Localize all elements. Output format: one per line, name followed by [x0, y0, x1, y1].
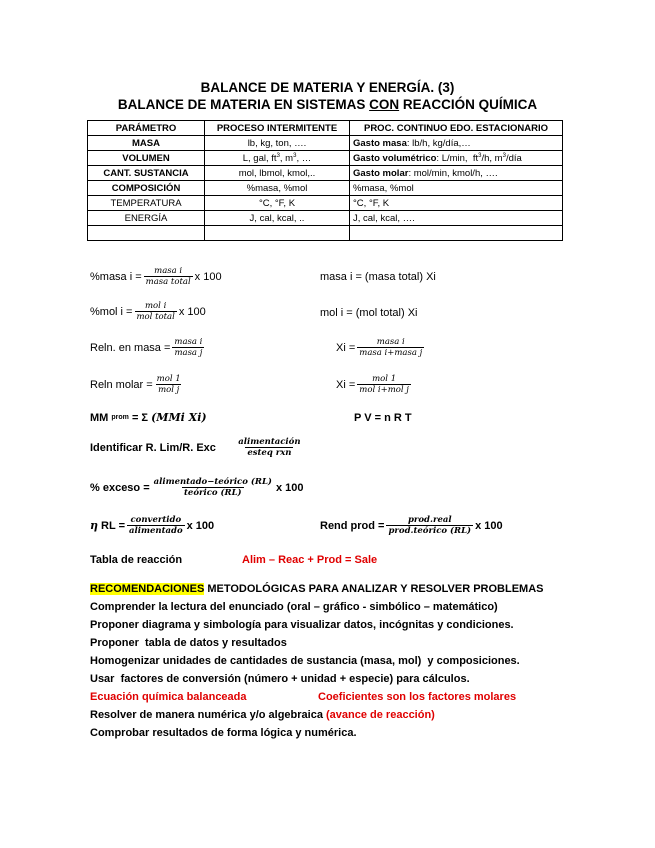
list-item: Proponer diagrama y simbología para visualizar datos, incógnitas y condiciones.: [90, 619, 514, 631]
batch-cell: %masa, %mol: [205, 181, 350, 196]
param-cell: CANT. SUSTANCIA: [88, 166, 205, 181]
formula-ideal-gas: P V = n R T: [354, 412, 412, 424]
formula-tail: x 100: [475, 519, 503, 532]
fraction: [357, 374, 411, 395]
resolve-text: Resolver de manera numérica y/o algebraica: [90, 709, 327, 721]
recommendations-highlight: RECOMENDACIONES: [90, 583, 205, 595]
fraction: [135, 301, 177, 322]
list-item: Comprender la lectura del enunciado (oral – gráfico - simbólico – matemático): [90, 601, 498, 613]
continuous-value: : lb/h, kg/día,…: [406, 137, 471, 149]
formula-percent-mass: [90, 266, 222, 287]
list-item: Comprobar resultados de forma lógica y numérica.: [90, 727, 357, 739]
formula-tail: x 100: [178, 305, 206, 318]
formula-mm-prom: [90, 411, 207, 424]
denominator: masa j: [174, 348, 203, 358]
batch-cell: mol, lbmol, kmol,..: [205, 166, 350, 181]
fraction: [357, 337, 424, 358]
denominator: mol j: [158, 385, 180, 395]
recommendations-title: [90, 583, 544, 595]
table-header: PROCESO INTERMITENTE: [205, 121, 350, 136]
table-row: [88, 196, 563, 211]
subtitle-underlined: CON: [369, 97, 400, 112]
continuous-cell: Gasto volumétrico: L/min, $ft^3/h$, $m^3$/día: [350, 151, 563, 166]
formula-mol-i: mol i = (mol total) Xi: [320, 307, 418, 319]
fraction: [172, 337, 204, 358]
formula-lhs: % exceso =: [90, 481, 150, 494]
formula-yield: [320, 515, 503, 536]
table-header: PROC. CONTINUO EDO. ESTACIONARIO: [350, 121, 563, 136]
formula-tail: x 100: [194, 270, 222, 283]
denominator: esteq rxn: [247, 448, 292, 458]
page-title: BALANCE DE MATERIA Y ENERGÍA. (3): [200, 80, 455, 95]
formula-xi-mol: [336, 374, 413, 395]
denominator: mol i+mol j: [359, 385, 409, 395]
table-row: [88, 181, 563, 196]
empty-cell: [205, 226, 350, 241]
numerator: masa i: [154, 266, 183, 276]
denominator: teórico (RL): [183, 488, 242, 498]
table-row: [88, 136, 563, 151]
numerator: masa i: [174, 337, 203, 347]
list-item: [90, 709, 435, 721]
formula-lhs: RL =: [98, 519, 126, 532]
recommendations-title-rest: METODOLÓGICAS PARA ANALIZAR Y RESOLVER PROBLEMAS: [204, 583, 544, 595]
empty-cell: [350, 226, 563, 241]
formula-percent-excess: [90, 477, 303, 498]
formula-lhs: Xi =: [336, 378, 356, 391]
batch-cell: L, gal, $ft^3$, $m^3$, …: [205, 151, 350, 166]
page-subtitle: [0, 97, 655, 112]
continuous-cell: J, cal, kcal, ….: [350, 211, 563, 226]
list-item-red-coefficients: Coeficientes son los factores molares: [318, 691, 517, 703]
fraction: [236, 437, 302, 458]
continuous-cell: [350, 166, 563, 181]
param-cell: MASA: [88, 136, 205, 151]
continuous-value: : mol/min, kmol/h, ….: [408, 167, 498, 179]
numerator: prod.real: [407, 515, 452, 525]
numerator: mol 1: [372, 374, 397, 384]
continuous-cell: [350, 136, 563, 151]
formula-mid: = Σ: [128, 411, 152, 424]
empty-cell: [88, 226, 205, 241]
fraction: [155, 374, 183, 395]
table-row-empty: [88, 226, 563, 241]
formula-percent-mol: [90, 301, 206, 322]
batch-cell: °C, °F, K: [205, 196, 350, 211]
formula-lhs: Rend prod =: [320, 519, 385, 532]
list-item: Homogenizar unidades de cantidades de sustancia (masa, mol) y composiciones.: [90, 655, 520, 667]
denominator: masa total: [145, 277, 191, 287]
table-header: PARÁMETRO: [88, 121, 205, 136]
continuous-cell: %masa, %mol: [350, 181, 563, 196]
batch-cell: J, cal, kcal, ..: [205, 211, 350, 226]
formula-lhs: %masa i =: [90, 270, 142, 283]
param-cell: COMPOSICIÓN: [88, 181, 205, 196]
numerator: alimentación: [238, 437, 301, 447]
numerator: mol 1: [156, 374, 181, 384]
denominator: alimentado: [129, 526, 183, 536]
fraction: [386, 515, 473, 536]
numerator: alimentado−teórico (RL): [153, 477, 272, 487]
list-item: Proponer tabla de datos y resultados: [90, 637, 287, 649]
formula-lhs: Reln molar =: [90, 378, 153, 391]
table-row: [88, 166, 563, 181]
continuous-cell: °C, °F, K: [350, 196, 563, 211]
formula-subscript: prom: [111, 414, 129, 421]
formula-tail: x 100: [275, 481, 304, 494]
formula-lhs: %mol i =: [90, 305, 133, 318]
continuous-label: Gasto molar: [353, 167, 409, 179]
formula-xi-mass: [336, 337, 426, 358]
numerator: convertido: [130, 515, 182, 525]
table-row: [88, 211, 563, 226]
formula-conversion: [90, 515, 214, 536]
denominator: masa i+masa j: [359, 348, 423, 358]
formula-mass-ratio: [90, 337, 206, 358]
table-header-row: [88, 121, 563, 136]
fraction: [144, 266, 193, 287]
continuous-label: Gasto masa: [353, 137, 407, 149]
table-row: [88, 151, 563, 166]
batch-cell: lb, kg, ton, ….: [205, 136, 350, 151]
formula-lhs: Reln. en masa =: [90, 341, 171, 354]
fraction: [152, 477, 274, 498]
numerator: mol i: [145, 301, 167, 311]
param-cell: VOLUMEN: [88, 151, 205, 166]
reaction-table-equation: Alim – Reac + Prod = Sale: [242, 554, 378, 566]
fraction: [127, 515, 185, 536]
denominator: mol total: [136, 312, 175, 322]
subtitle-part-a: BALANCE DE MATERIA EN SISTEMAS: [117, 97, 370, 112]
eta-symbol: η: [90, 519, 98, 532]
formula-lhs: Identificar R. Lim/R. Exc: [90, 441, 216, 454]
formula-lhs: Xi =: [336, 341, 356, 354]
list-item-red-equation: Ecuación química balanceada: [90, 691, 247, 703]
reaction-table-label: Tabla de reacción: [90, 554, 183, 566]
parameters-table: [87, 120, 563, 241]
param-cell: ENERGÍA: [88, 211, 205, 226]
numerator: masa i: [376, 337, 405, 347]
formula-tail: x 100: [186, 519, 215, 532]
param-cell: TEMPERATURA: [88, 196, 205, 211]
formula-lhs: MM: [90, 411, 109, 424]
denominator: prod.teórico (RL): [388, 526, 472, 536]
formula-molar-ratio: [90, 374, 185, 395]
resolve-red-text: (avance de reacción): [326, 709, 435, 721]
formula-limiting-reagent: [90, 437, 305, 458]
subtitle-part-b: REACCIÓN QUÍMICA: [399, 97, 538, 112]
formula-rhs: (MMi Xi): [151, 411, 207, 424]
continuous-label: Gasto volumétrico: [353, 152, 437, 164]
formula-mass-i: masa i = (masa total) Xi: [320, 271, 436, 283]
list-item: Usar factores de conversión (número + unidad + especie) para cálculos.: [90, 673, 470, 685]
